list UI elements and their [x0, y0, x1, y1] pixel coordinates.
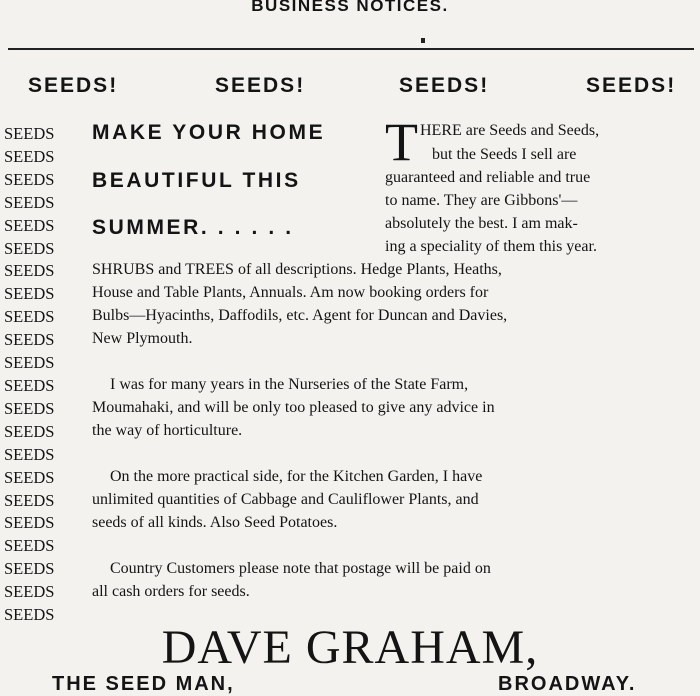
para1-line-3: Bulbs—Hyacinths, Daffodils, etc. Agent for Duncan and Davies, [92, 307, 508, 324]
para4-line-1: Country Customers please note that postage will be paid on [110, 560, 491, 577]
header-rule [8, 48, 694, 50]
ornament-dot [421, 38, 425, 43]
para2-line-3: the way of horticulture. [92, 422, 243, 439]
banner-seeds-2: SEEDS! [215, 74, 306, 97]
side-seeds-word: SEEDS [4, 284, 55, 304]
intro-line-1: HERE are Seeds and Seeds, [420, 122, 600, 139]
side-seeds-word: SEEDS [4, 146, 55, 166]
banner-seeds-1: SEEDS! [28, 74, 119, 97]
side-seeds-word: SEEDS [4, 513, 55, 533]
footer-tagline: THE SEED MAN, [52, 673, 235, 695]
banner-seeds-4: SEEDS! [586, 74, 677, 97]
headline-line-2: BEAUTIFUL THIS [92, 169, 301, 192]
para2-line-2: Moumahaki, and will be only too pleased to give any advice in [92, 399, 495, 416]
para3-line-3: seeds of all kinds. Also Seed Potatoes. [92, 514, 338, 531]
drop-cap: T [385, 112, 418, 172]
side-seeds-word: SEEDS [4, 261, 55, 281]
headline-line-3: SUMMER. . . . . . [92, 216, 294, 239]
side-seeds-word: SEEDS [4, 307, 55, 327]
side-seeds-word: SEEDS [4, 582, 55, 602]
para1-line-2: House and Table Plants, Annuals. Am now booking orders for [92, 284, 489, 301]
headline-line-1: MAKE YOUR HOME [92, 121, 326, 144]
para1-line-1: SHRUBS and TREES of all descriptions. Hedge Plants, Heaths, [92, 261, 502, 278]
side-seeds-word: SEEDS [4, 421, 55, 441]
side-seeds-word: SEEDS [4, 444, 55, 464]
side-seeds-word: SEEDS [4, 559, 55, 579]
side-seeds-word: SEEDS [4, 124, 55, 143]
footer-location: BROADWAY. [498, 673, 637, 695]
advertiser-name: DAVE GRAHAM, [161, 621, 539, 674]
banner-seeds-3: SEEDS! [399, 74, 490, 97]
side-seeds-word: SEEDS [4, 467, 55, 487]
side-seeds-word: SEEDS [4, 215, 55, 235]
intro-line-4: to name. They are Gibbons'— [385, 192, 578, 209]
side-seeds-word: SEEDS [4, 238, 55, 258]
intro-line-5: absolutely the best. I am mak- [385, 215, 578, 232]
intro-line-2: but the Seeds I sell are [432, 146, 577, 163]
intro-line-6: ing a speciality of them this year. [385, 238, 597, 255]
para1-line-4: New Plymouth. [92, 330, 193, 347]
side-seeds-word: SEEDS [4, 605, 55, 625]
para2-line-1: I was for many years in the Nurseries of the State Farm, [110, 376, 469, 393]
side-seeds-word: SEEDS [4, 353, 55, 373]
para3-line-2: unlimited quantities of Cabbage and Cauliflower Plants, and [92, 491, 479, 508]
para3-line-1: On the more practical side, for the Kitchen Garden, I have [110, 468, 483, 485]
side-seeds-word: SEEDS [4, 490, 55, 510]
side-seeds-word: SEEDS [4, 375, 55, 395]
side-seeds-word: SEEDS [4, 192, 55, 212]
para4-line-2: all cash orders for seeds. [92, 583, 250, 600]
side-seeds-word: SEEDS [4, 169, 55, 189]
side-seeds-word: SEEDS [4, 330, 55, 350]
section-header: BUSINESS NOTICES. [251, 0, 449, 15]
side-seeds-column [4, 123, 54, 627]
intro-line-3: guaranteed and reliable and true [385, 169, 591, 186]
side-seeds-word: SEEDS [4, 536, 55, 556]
side-seeds-word: SEEDS [4, 398, 55, 418]
